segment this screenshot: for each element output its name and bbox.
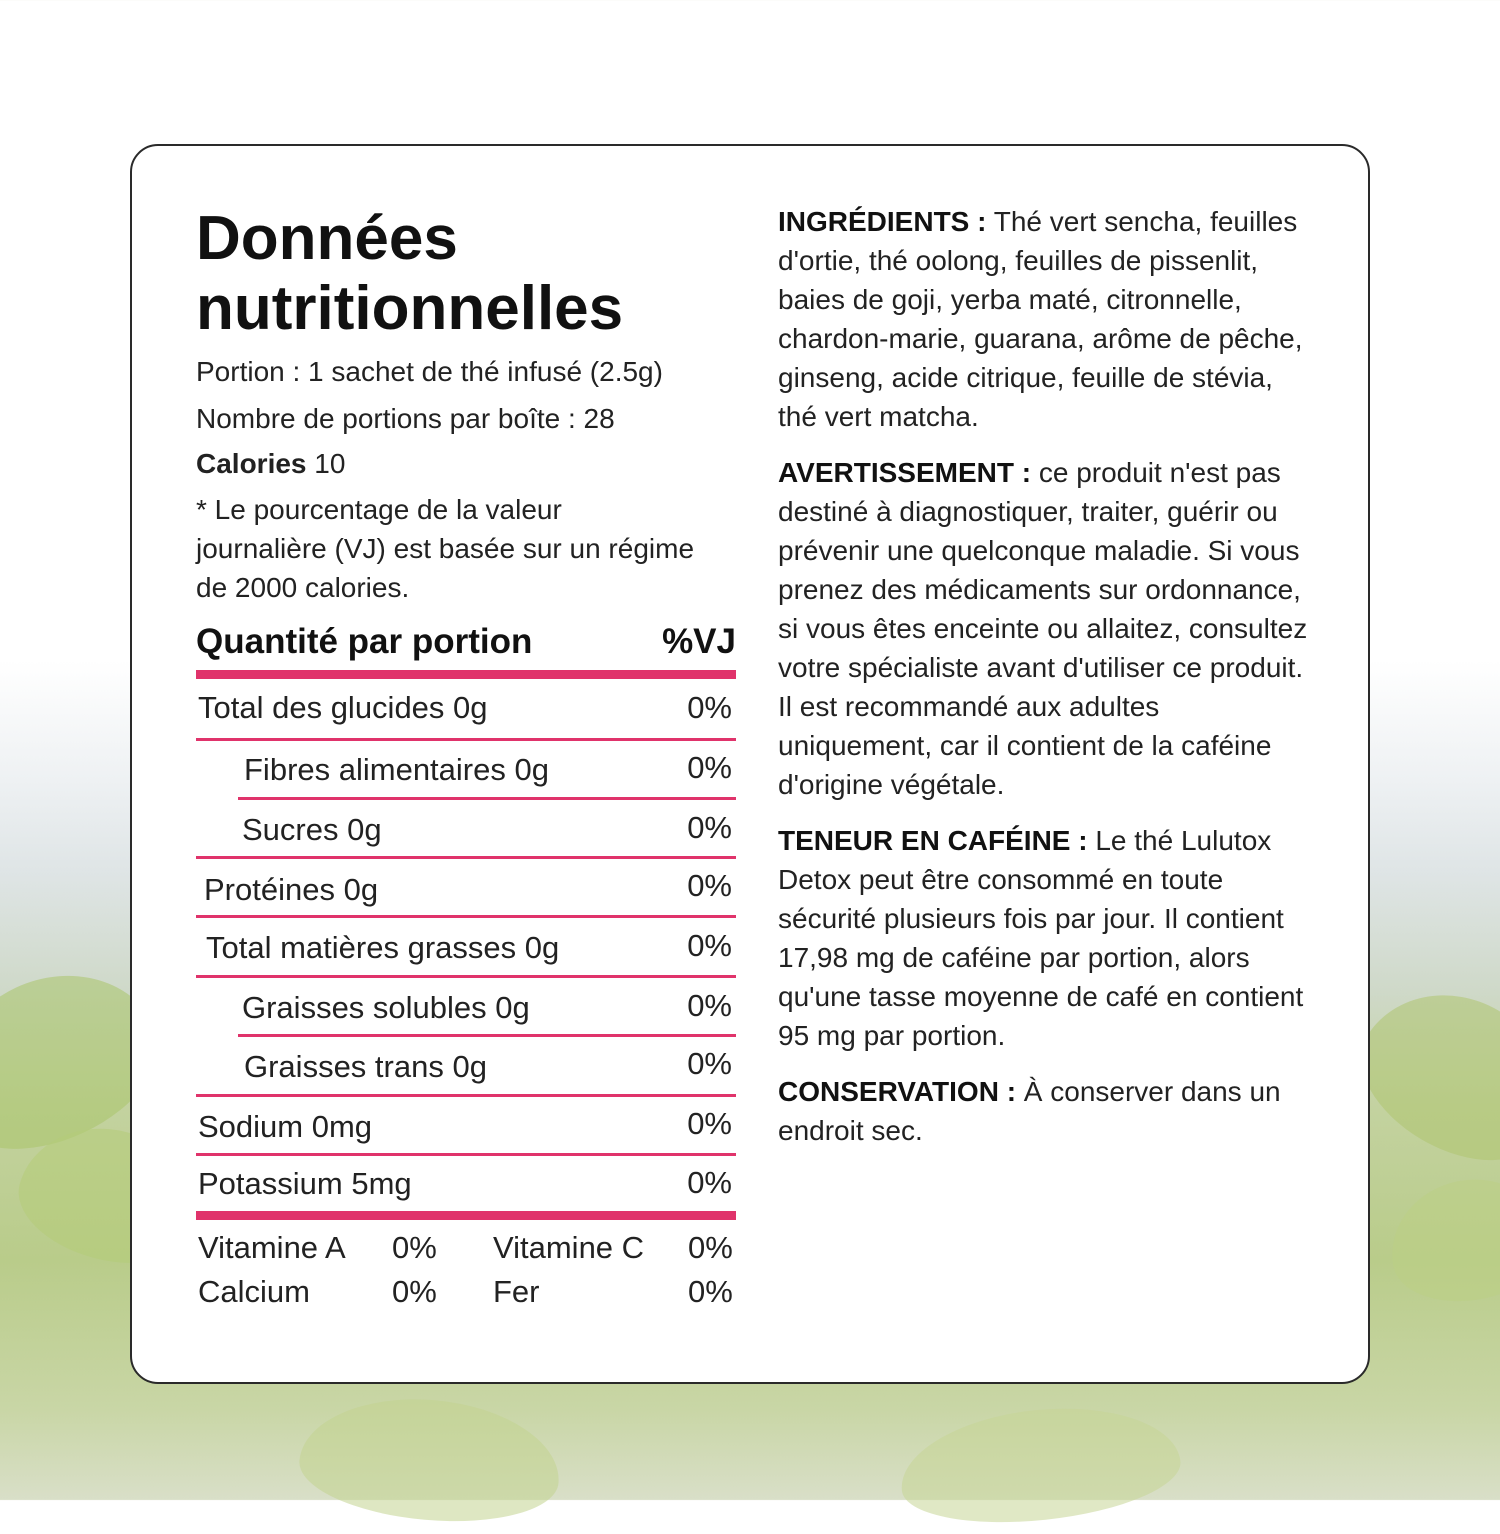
table-row-pct: 0%	[687, 1046, 732, 1081]
storage-label: CONSERVATION :	[778, 1076, 1017, 1107]
row-divider	[196, 915, 736, 918]
vitamin-label: Vitamine C	[493, 1230, 645, 1265]
table-row-label: Graisses solubles 0g	[242, 990, 530, 1025]
nutrition-card	[130, 144, 1370, 1384]
warning-section	[778, 453, 1318, 804]
caffeine-label: TENEUR EN CAFÉINE :	[778, 825, 1088, 856]
vitamins-divider	[196, 1211, 736, 1220]
background-leaf	[1381, 1167, 1500, 1313]
ingredients-text: Thé vert sencha, feuilles d'ortie, thé oolong, feuilles de pissenlit, baies de goji, yerba maté, citronnelle, chardon-marie, guarana, arôme de pêche, ginseng, acide citrique, feuille de stévia, thé vert matcha.	[778, 206, 1303, 432]
product-info	[778, 202, 1318, 1167]
table-row-label: Sucres 0g	[242, 812, 382, 847]
title-line-2: nutritionnelles	[196, 274, 624, 343]
table-row-pct: 0%	[687, 750, 732, 785]
row-divider	[196, 1094, 736, 1097]
table-row-pct: 0%	[687, 810, 732, 845]
warning-text: ce produit n'est pas destiné à diagnostiquer, traiter, guérir ou prévenir une quelconque maladie. Si vous prenez des médicaments sur ordonnance, si vous êtes enceinte ou allaitez, consultez votre spécialiste avant d'utiliser ce produit. Il est recommandé aux adultes uniquement, car il contient de la caféine d'origine végétale.	[778, 457, 1308, 800]
calories-value: 10	[314, 448, 346, 479]
calories-line	[196, 448, 345, 480]
table-row-pct: 0%	[687, 928, 732, 963]
daily-value-note: * Le pourcentage de la valeur journalière (VJ) est basée sur un régime de 2000 calories.	[196, 494, 695, 603]
background-leaf	[895, 1396, 1185, 1534]
vitamin-pct: 0%	[392, 1230, 437, 1265]
row-divider	[196, 856, 736, 859]
table-row-pct: 0%	[687, 1106, 732, 1141]
warning-label: AVERTISSEMENT :	[778, 457, 1032, 488]
vitamin-pct: 0%	[688, 1274, 733, 1309]
row-divider	[238, 1034, 736, 1037]
quantity-header: Quantité par portion	[196, 622, 533, 661]
table-row-pct: 0%	[687, 988, 732, 1023]
caffeine-section	[778, 821, 1318, 1055]
row-divider	[196, 975, 736, 978]
table-row-label: Total des glucides 0g	[198, 690, 488, 725]
vitamin-pct: 0%	[392, 1274, 437, 1309]
background-leaf	[295, 1389, 564, 1531]
table-row-label: Fibres alimentaires 0g	[244, 752, 549, 787]
vitamin-label: Fer	[493, 1274, 540, 1309]
title-line-1: Données	[196, 204, 458, 273]
table-row-pct: 0%	[687, 1165, 732, 1200]
row-divider	[196, 1153, 736, 1156]
row-divider	[196, 738, 736, 741]
portion-text: Portion : 1 sachet de thé infusé (2.5g)	[196, 356, 663, 387]
nutrition-title	[196, 204, 796, 344]
table-row-label: Sodium 0mg	[198, 1109, 373, 1144]
table-row-label: Potassium 5mg	[198, 1166, 412, 1201]
vitamin-label: Vitamine A	[198, 1230, 346, 1265]
caffeine-text: Le thé Lulutox Detox peut être consommé en toute sécurité plusieurs fois par jour. Il contient 17,98 mg de caféine par portion, alors qu'une tasse moyenne de café en contient 95 mg par portion.	[778, 825, 1304, 1051]
vitamin-pct: 0%	[688, 1230, 733, 1265]
ingredients-section	[778, 202, 1318, 436]
table-row-pct: 0%	[687, 690, 732, 725]
servings-text: Nombre de portions par boîte : 28	[196, 403, 615, 434]
row-divider	[238, 797, 736, 800]
ingredients-label: INGRÉDIENTS :	[778, 206, 987, 237]
calories-label: Calories	[196, 448, 307, 479]
table-row-label: Protéines 0g	[204, 872, 379, 907]
header-divider	[196, 670, 736, 679]
nutrition-table-header	[196, 622, 736, 666]
storage-section	[778, 1072, 1318, 1150]
vitamin-label: Calcium	[198, 1274, 310, 1309]
table-row-pct: 0%	[687, 868, 732, 903]
table-row-label: Total matières grasses 0g	[206, 930, 560, 965]
storage-text: À conserver dans un endroit sec.	[778, 1076, 1281, 1146]
daily-value-header: %VJ	[662, 622, 736, 661]
table-row-label: Graisses trans 0g	[244, 1049, 487, 1084]
